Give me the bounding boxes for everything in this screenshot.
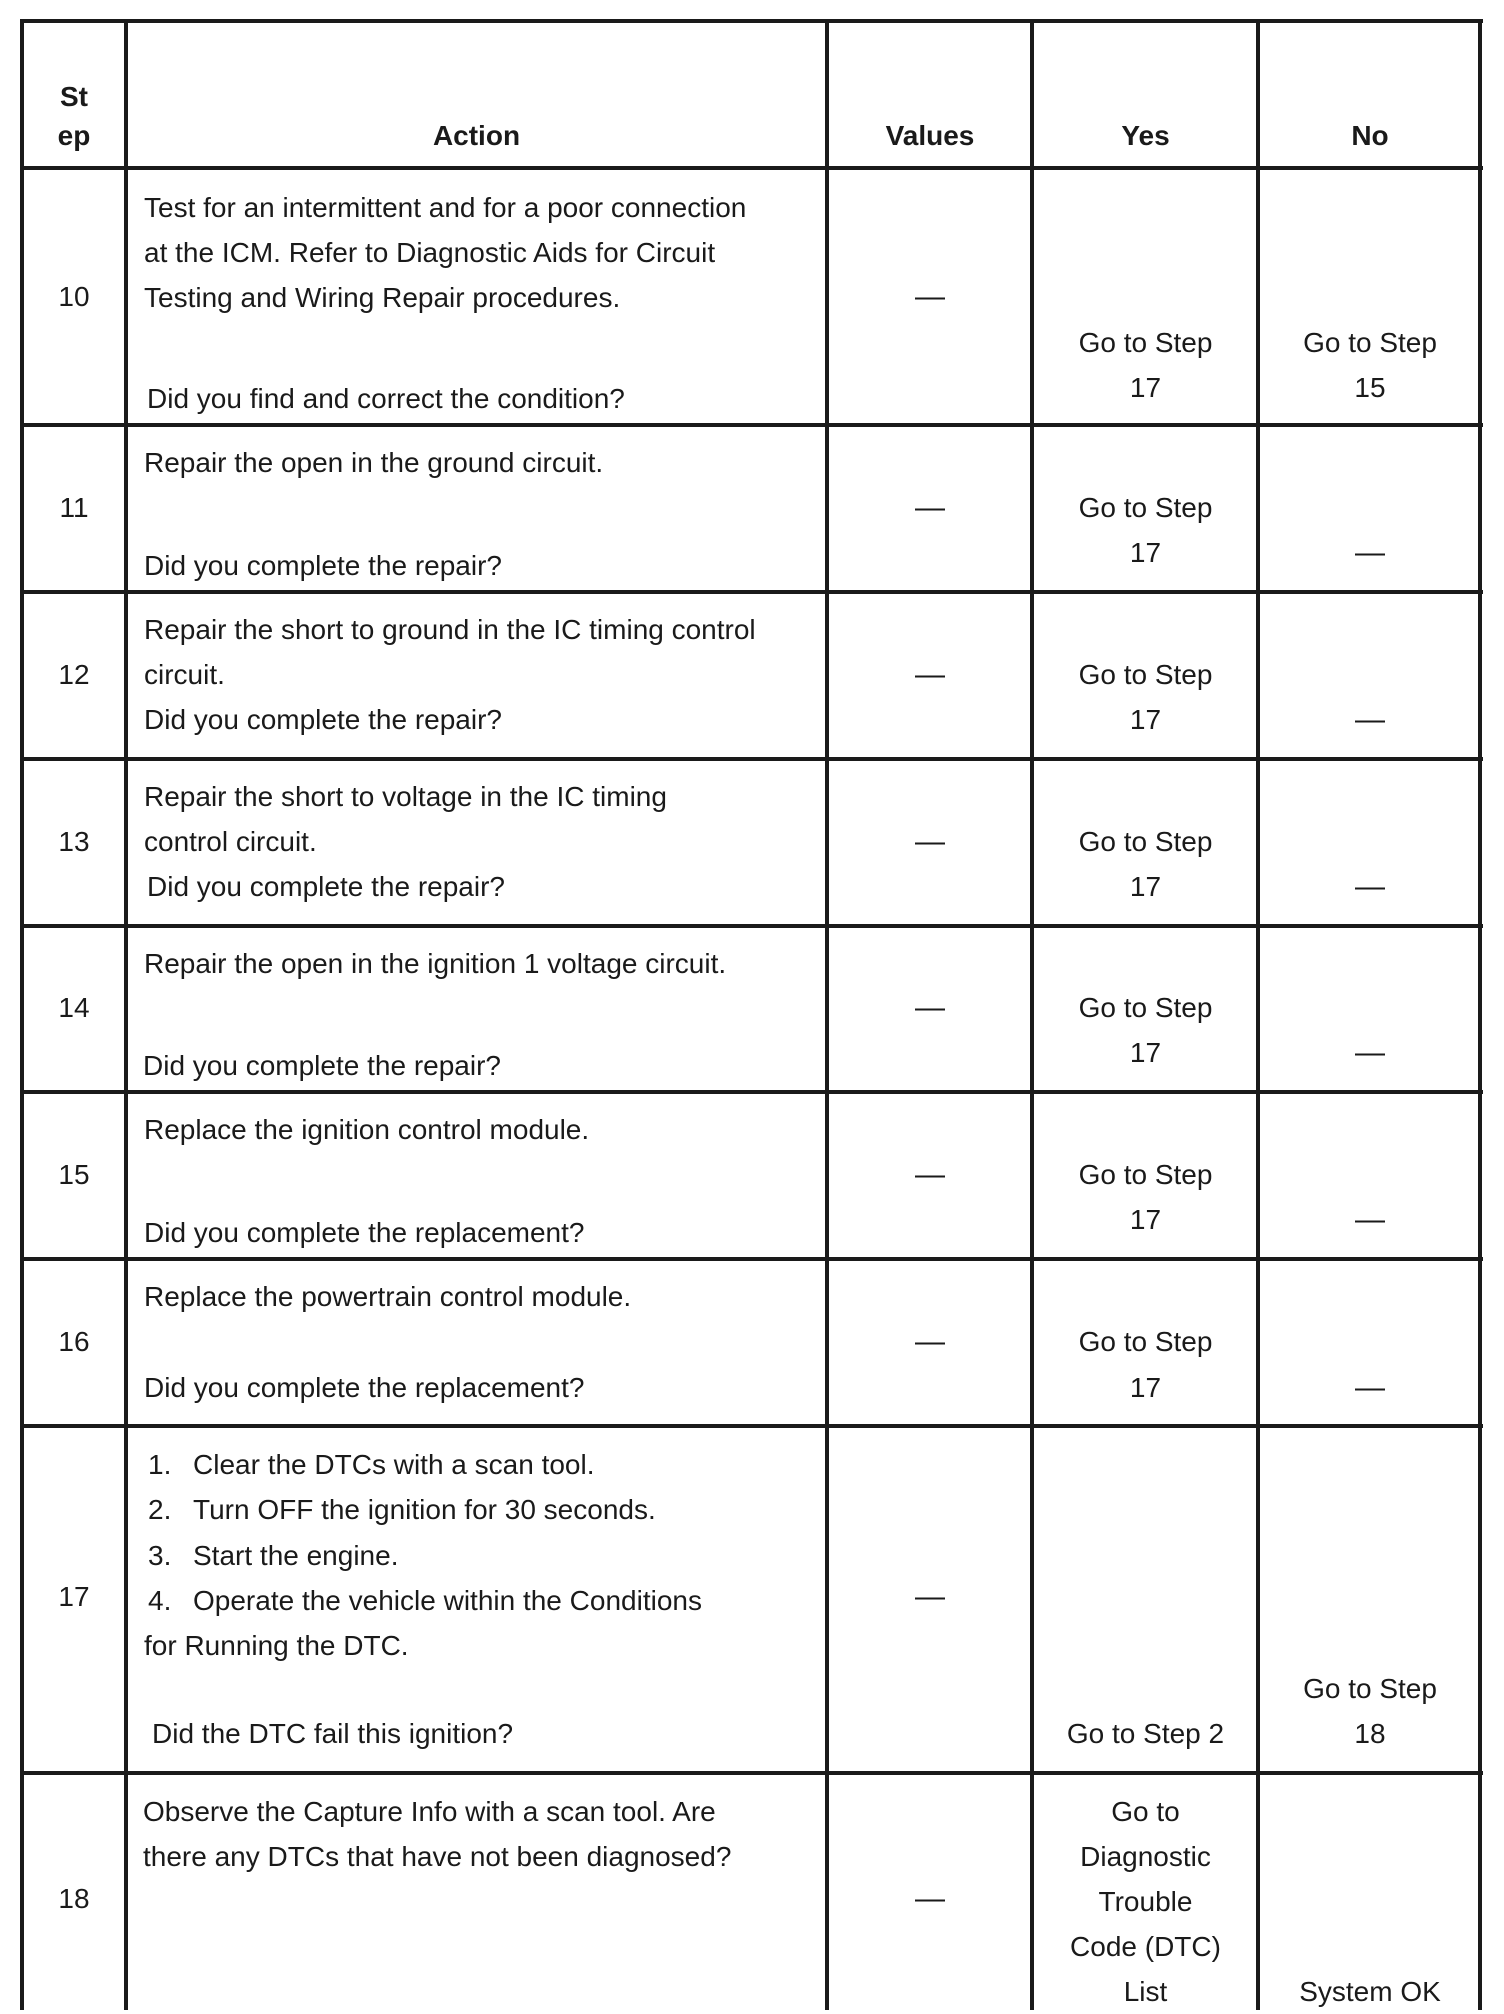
action-text: Repair the open in the ignition 1 voltage circuit. xyxy=(144,948,727,979)
step-number: 15 xyxy=(58,1159,90,1190)
header-bottom-rule xyxy=(20,166,1483,170)
step-number: 12 xyxy=(58,659,90,690)
no-cell: 15 xyxy=(1354,372,1386,403)
action-text: for Running the DTC. xyxy=(144,1630,409,1661)
action-question: Did you complete the repair? xyxy=(144,704,502,735)
action-text: circuit. xyxy=(144,659,225,690)
values-cell: — xyxy=(915,991,945,1024)
step-number: 14 xyxy=(58,992,90,1023)
action-text: Replace the powertrain control module. xyxy=(144,1281,632,1312)
yes-cell: 17 xyxy=(1129,1037,1162,1068)
values-cell: — xyxy=(915,1580,945,1613)
yes-cell: List xyxy=(1123,1976,1168,2007)
header-values: Values xyxy=(885,120,975,151)
yes-cell: Go to Step xyxy=(1078,327,1213,358)
step-number: 18 xyxy=(58,1883,90,1914)
yes-cell: Code (DTC) xyxy=(1070,1931,1221,1962)
row-rule xyxy=(20,757,1483,761)
row-rule xyxy=(20,590,1483,594)
action-text: Repair the open in the ground circuit. xyxy=(144,447,604,478)
yes-cell: Go to xyxy=(1111,1796,1180,1827)
yes-cell: Go to Step xyxy=(1078,1326,1213,1357)
yes-cell: Go to Step 2 xyxy=(1066,1718,1225,1749)
list-item-number: 2. xyxy=(148,1494,172,1525)
header-no: No xyxy=(1351,120,1389,151)
values-cell: — xyxy=(915,1325,945,1358)
row-rule xyxy=(20,1090,1483,1094)
table-border-top xyxy=(20,19,1483,23)
row-rule xyxy=(20,1257,1483,1261)
action-text: Repair the short to ground in the IC timing control xyxy=(144,614,756,645)
header-step-line2: ep xyxy=(57,120,91,151)
yes-cell: 17 xyxy=(1129,704,1162,735)
action-text: at the ICM. Refer to Diagnostic Aids for Circuit xyxy=(144,237,716,268)
action-question: Did you find and correct the condition? xyxy=(147,383,625,414)
no-cell: — xyxy=(1355,536,1385,569)
yes-cell: Go to Step xyxy=(1078,1159,1213,1190)
step-number: 16 xyxy=(58,1326,90,1357)
yes-cell: Trouble xyxy=(1098,1886,1193,1917)
header-action: Action xyxy=(432,120,521,151)
yes-cell: 17 xyxy=(1129,871,1162,902)
yes-cell: 17 xyxy=(1129,1204,1162,1235)
step-number: 17 xyxy=(58,1581,90,1612)
action-text: Observe the Capture Info with a scan tool. Are xyxy=(143,1796,716,1827)
no-cell: — xyxy=(1355,1203,1385,1236)
action-question: Did you complete the repair? xyxy=(147,871,505,902)
action-text: control circuit. xyxy=(144,826,317,857)
no-cell: — xyxy=(1355,870,1385,903)
list-item-number: 3. xyxy=(148,1540,172,1571)
action-text: Repair the short to voltage in the IC timing xyxy=(144,781,667,812)
row-rule xyxy=(20,1771,1483,1775)
yes-cell: Go to Step xyxy=(1078,826,1213,857)
values-cell: — xyxy=(915,491,945,524)
yes-cell: Diagnostic xyxy=(1080,1841,1211,1872)
header-step-line1: St xyxy=(60,81,88,112)
action-question: Did you complete the replacement? xyxy=(144,1372,585,1403)
no-cell: Go to Step xyxy=(1303,1673,1437,1704)
step-number: 10 xyxy=(58,281,90,312)
list-item: Clear the DTCs with a scan tool. xyxy=(193,1449,595,1480)
yes-cell: 17 xyxy=(1129,1372,1162,1403)
no-cell: System OK xyxy=(1299,1976,1441,2007)
action-text: Testing and Wiring Repair procedures. xyxy=(144,282,621,313)
row-rule xyxy=(20,1424,1483,1428)
values-cell: — xyxy=(915,658,945,691)
action-question: Did you complete the repair? xyxy=(144,550,502,581)
no-cell: — xyxy=(1355,703,1385,736)
action-question: Did you complete the replacement? xyxy=(144,1217,585,1248)
values-cell: — xyxy=(915,280,945,313)
no-cell: Go to Step xyxy=(1303,327,1437,358)
values-cell: — xyxy=(915,825,945,858)
action-text: there any DTCs that have not been diagnosed? xyxy=(143,1841,732,1872)
list-item: Start the engine. xyxy=(193,1540,399,1571)
step-number: 13 xyxy=(58,826,90,857)
action-question: Did the DTC fail this ignition? xyxy=(152,1718,514,1749)
row-rule xyxy=(20,924,1483,928)
yes-cell: Go to Step xyxy=(1078,659,1213,690)
list-item-number: 4. xyxy=(148,1585,172,1616)
step-number: 11 xyxy=(59,492,89,523)
yes-cell: 17 xyxy=(1129,372,1162,403)
values-cell: — xyxy=(915,1158,945,1191)
list-item-number: 1. xyxy=(148,1449,172,1480)
yes-cell: Go to Step xyxy=(1078,492,1213,523)
column-divider-step xyxy=(124,19,128,2010)
no-cell: 18 xyxy=(1354,1718,1386,1749)
list-item: Operate the vehicle within the Conditions xyxy=(193,1585,702,1616)
row-rule xyxy=(20,423,1483,427)
action-question: Did you complete the repair? xyxy=(143,1050,501,1081)
no-cell: — xyxy=(1355,1036,1385,1069)
yes-cell: 17 xyxy=(1129,537,1162,568)
action-text: Replace the ignition control module. xyxy=(144,1114,590,1145)
header-yes: Yes xyxy=(1121,120,1170,151)
yes-cell: Go to Step xyxy=(1078,992,1213,1023)
no-cell: — xyxy=(1355,1371,1385,1404)
list-item: Turn OFF the ignition for 30 seconds. xyxy=(193,1494,656,1525)
values-cell: — xyxy=(915,1882,945,1915)
action-text: Test for an intermittent and for a poor connection xyxy=(144,192,747,223)
